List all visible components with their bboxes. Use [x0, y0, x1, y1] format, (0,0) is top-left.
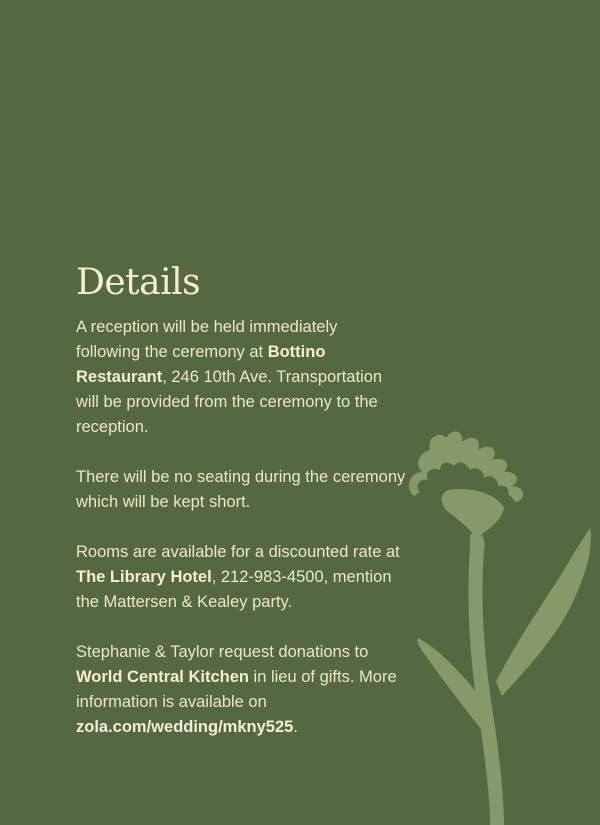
highlighted-text: World Central Kitchen	[76, 668, 249, 686]
details-paragraph	[76, 315, 406, 440]
paragraph-text: Rooms are available for a discounted rate at	[76, 543, 400, 561]
details-paragraphs	[76, 315, 406, 740]
flower-illustration-icon	[400, 420, 600, 825]
details-title: Details	[76, 262, 201, 303]
details-content	[76, 262, 406, 765]
paragraph-text: A reception will be held immediately following the ceremony at	[76, 318, 338, 361]
details-paragraph	[76, 465, 406, 515]
details-paragraph	[76, 540, 406, 615]
paragraph-text: There will be no seating during the ceremony which will be kept short.	[76, 468, 406, 511]
highlighted-text: zola.com/wedding/mkny525	[76, 718, 294, 736]
highlighted-text: The Library Hotel	[76, 568, 212, 586]
paragraph-text: Stephanie & Taylor request donations to	[76, 643, 369, 661]
paragraph-text: .	[293, 718, 298, 736]
highlighted-text: Bottino Restaurant	[76, 343, 326, 386]
paragraph-text: , 212-983-4500, mention the Mattersen & Kealey party.	[76, 568, 392, 611]
paragraph-text: , 246 10th Ave. Transportation will be provided from the ceremony to the reception.	[76, 368, 383, 436]
details-paragraph	[76, 640, 406, 740]
paragraph-text: in lieu of gifts. More information is available on	[76, 668, 397, 711]
